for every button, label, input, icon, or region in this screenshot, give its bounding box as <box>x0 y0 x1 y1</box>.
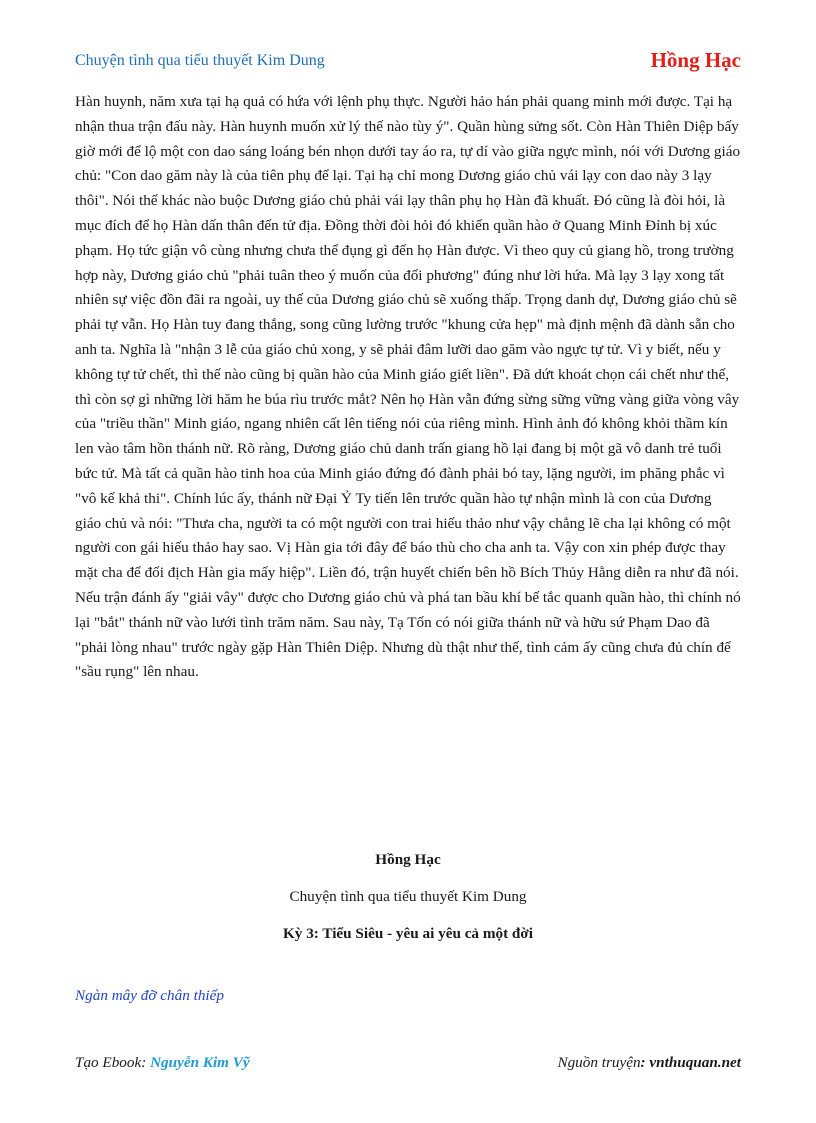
footer-source-site: vnthuquan.net <box>649 1054 741 1071</box>
footer-source-separator: : <box>640 1054 650 1071</box>
chapter-series-title: Chuyện tình qua tiểu thuyết Kim Dung <box>289 888 527 905</box>
header-author: Hồng Hạc <box>650 48 741 72</box>
page-header <box>75 48 741 76</box>
chapter-author: Hồng Hạc <box>375 851 441 868</box>
footer-source-credit <box>557 1054 741 1072</box>
chapter-episode-title: Kỳ 3: Tiểu Siêu - yêu ai yêu cả một đời <box>282 925 533 942</box>
footer-ebook-separator: : <box>141 1054 151 1071</box>
footer-ebook-label: Tạo Ebook <box>75 1054 142 1071</box>
header-series-title: Chuyện tình qua tiểu thuyết Kim Dung <box>75 52 325 69</box>
section-heading: Ngàn mây đỡ chân thiếp <box>75 987 224 1004</box>
footer-ebook-credit <box>75 1054 250 1072</box>
page-footer <box>75 1054 741 1078</box>
footer-ebook-creator: Nguyễn Kim Vỹ <box>150 1054 250 1071</box>
body-paragraph: Hàn huynh, năm xưa tại hạ quả có hứa với lệnh phụ thực. Người hảo hán phải quang minh mới được. Tại hạ nhận thua trận đấu này. Hàn huynh muốn xử lý thế nào tùy ý". Quần hùng sửng sốt. Còn Hàn Thiên Diệp bấy giờ mới để lộ một con dao sáng loáng bén nhọn dưới tay áo ra, tự dí vào giữa ngực mình, nói với Dương giáo chủ: "Con dao găm này là của tiên phụ để lại. Tại hạ chỉ mong Dương giáo chủ vái lạy con dao này 3 lạy thôi". Nói thế khác nào buộc Dương giáo chủ phải vái lạy thân phụ họ Hàn đã khuất. Đó cũng là đòi hỏi, là mục đích để họ Hàn dấn thân đến tử địa. Đồng thời đòi hỏi đó khiến quần hào ở Quang Minh Đỉnh bị xúc phạm. Họ tức giận vô cùng nhưng chưa thể đụng gì đến họ Hàn được. Vì theo quy củ giang hồ, trong trường hợp này, Dương giáo chủ "phải tuân theo ý muốn của đối phương" đúng như lời hứa. Mà lạy 3 lạy xong tất nhiên sự việc đồn đãi ra ngoài, uy thế của Dương giáo chủ sẽ xuống thấp. Trọng danh dự, Dương giáo chủ sẽ phải tự vẫn. Họ Hàn tuy đang thắng, song cũng lường trước "khung cửa hẹp" mà định mệnh đã dành sẵn cho anh ta. Nghĩa là "nhận 3 lễ của giáo chủ xong, y sẽ phải đâm lưỡi dao găm vào ngực tự tử. Vì y biết, nếu y không tự tử chết, thì thế nào cũng bị quần hào của Minh giáo giết liền". Đã dứt khoát chọn cái chết như thế, thì còn sợ gì những lời hăm he búa rìu trước mắt? Nên họ Hàn vẫn đứng sừng sững vững vàng giữa vòng vây của "triều thần" Minh giáo, ngang nhiên cất lên tiếng nói của riêng mình. Hình ảnh đó không khỏi thầm kín len vào tâm hồn thánh nữ. Rõ ràng, Dương giáo chủ danh trấn giang hồ lại đang bị một gã vô danh trẻ tuổi bức tử. Mà tất cả quần hào tinh hoa của Minh giáo đứng đó đành phải bó tay, lặng người, im phăng phắc vì "vô kế khả thi". Chính lúc ấy, thánh nữ Đại Ỷ Ty tiến lên trước quần hào tự nhận mình là con của Dương giáo chủ và nói: "Thưa cha, người ta có một người con trai hiếu thảo như vậy chẳng lẽ cha lại không có một người con gái hiếu thảo hay sao. Vị Hàn gia tới đây để báo thù cho cha anh ta. Vậy con xin phép được thay mặt cha để đối địch Hàn gia mấy hiệp". Liền đó, trận huyết chiến bên hồ Bích Thủy Hằng diễn ra như đã nói. Nếu trận đánh ấy "giải vây" được cho Dương giáo chủ và phá tan bầu khí bế tắc quanh quần hào, thì chính nó lại "bắt" thánh nữ vào lưới tình trăm năm. Sau này, Tạ Tốn có nói giữa thánh nữ và hữu sứ Phạm Dao đã "phải lòng nhau" trước ngày gặp Hàn Thiên Diệp. Nhưng dù thật như thế, tình cảm ấy cũng chưa đủ chín để "sầu rụng" lên nhau. <box>75 93 741 681</box>
footer-source-label: Nguồn truyện <box>557 1054 641 1071</box>
chapter-heading-block <box>75 848 741 946</box>
